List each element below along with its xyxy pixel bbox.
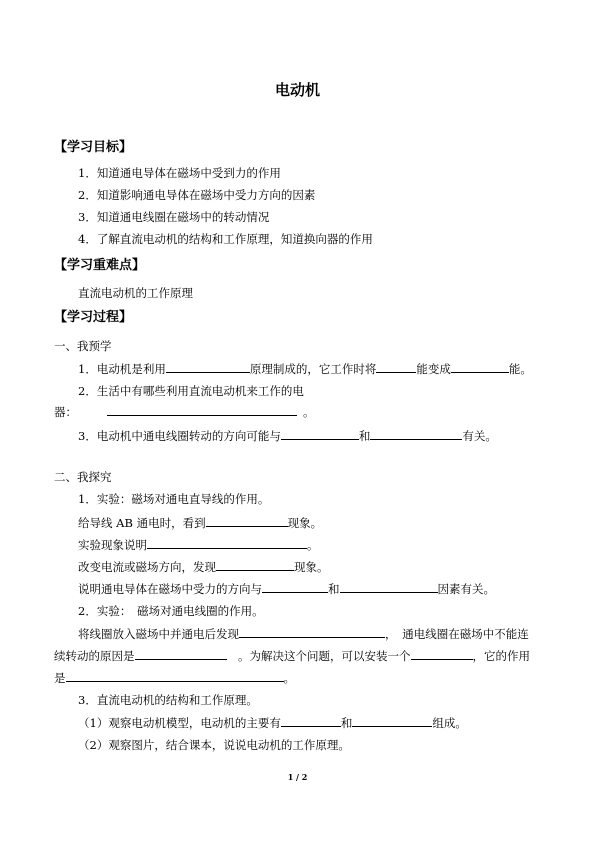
q3-text-b: 和 bbox=[358, 429, 371, 443]
q1-text-b: 原理制成的，它工作时将 bbox=[249, 362, 377, 376]
answer-blank[interactable] bbox=[166, 360, 250, 373]
answer-blank[interactable] bbox=[239, 625, 385, 638]
answer-blank[interactable] bbox=[147, 536, 307, 549]
explore-heading: 二、我探究 bbox=[54, 470, 112, 484]
e2-b-text-3: ，它的作用 bbox=[472, 649, 530, 663]
goal-item: 2．知道影响通电导体在磁场中受力方向的因素 bbox=[78, 188, 316, 202]
process-heading: 【学习过程】 bbox=[54, 310, 133, 325]
q1-text-a: 1．电动机是利用 bbox=[78, 362, 166, 376]
q1-text-c: 能变成 bbox=[416, 362, 451, 376]
q2-text-b: 器： bbox=[54, 405, 77, 419]
q1-text-d: 能。 bbox=[508, 362, 532, 376]
e3-a-text-1: （1）观察电动机模型，电动机的主要有 bbox=[78, 716, 281, 730]
answer-blank[interactable] bbox=[370, 427, 462, 440]
key-points-heading: 【学习重难点】 bbox=[54, 258, 146, 273]
experiment-1-line-a bbox=[78, 514, 322, 531]
e2-a-text-1: 将线圈放入磁场中并通电后发现 bbox=[78, 627, 239, 641]
e1-d-text-1: 说明通电导体在磁场中受力的方向与 bbox=[78, 582, 262, 596]
key-points-text: 直流电动机的工作原理 bbox=[78, 286, 193, 300]
experiment-1-line-d bbox=[78, 580, 495, 597]
e1-d-text-3: 因素有关。 bbox=[437, 582, 495, 596]
question-2-cont bbox=[54, 403, 315, 420]
experiment-2: 2．实验： 磁场对通电线圈的作用。 bbox=[78, 604, 264, 618]
experiment-1: 1．实验：磁场对通电直导线的作用。 bbox=[78, 492, 270, 506]
experiment-3: 3．直流电动机的结构和工作原理。 bbox=[78, 693, 258, 707]
e2-c-text-1: 是 bbox=[54, 671, 66, 685]
question-3 bbox=[78, 427, 497, 444]
page-title: 电动机 bbox=[274, 81, 320, 99]
page-number: 1 / 2 bbox=[287, 772, 308, 782]
answer-blank[interactable] bbox=[66, 669, 284, 682]
e1-d-text-2: 和 bbox=[328, 582, 340, 596]
experiment-3-line-a bbox=[78, 714, 467, 731]
e2-c-text-2: 。 bbox=[283, 671, 295, 685]
q2-text-c: 。 bbox=[303, 405, 315, 419]
e2-a-text-2: ， 通电线圈在磁场中不能连 bbox=[385, 627, 529, 641]
answer-blank[interactable] bbox=[281, 427, 359, 440]
experiment-2-line-a bbox=[78, 625, 529, 642]
answer-blank[interactable] bbox=[411, 647, 473, 660]
answer-blank[interactable] bbox=[216, 558, 294, 571]
e1-c-text-2: 现象。 bbox=[294, 560, 329, 574]
e2-b-text-2: 。为解决这个问题，可以安装一个 bbox=[226, 649, 411, 663]
experiment-1-line-b bbox=[78, 536, 319, 553]
answer-blank[interactable] bbox=[262, 580, 328, 593]
preview-heading: 一、我预学 bbox=[54, 339, 112, 353]
goal-item: 1．知道通电导体在磁场中受到力的作用 bbox=[78, 166, 281, 180]
answer-blank[interactable] bbox=[352, 714, 432, 727]
answer-blank[interactable] bbox=[451, 360, 509, 373]
goal-item: 4．了解直流电动机的结构和工作原理，知道换向器的作用 bbox=[78, 232, 373, 246]
answer-blank[interactable] bbox=[135, 647, 227, 660]
e3-a-text-3: 组成。 bbox=[432, 716, 467, 730]
goals-heading: 【学习目标】 bbox=[54, 140, 133, 155]
e1-a-text-2: 现象。 bbox=[287, 516, 323, 530]
experiment-3-line-b: （2）观察图片，结合课本，说说电动机的工作原理。 bbox=[78, 738, 350, 752]
answer-blank[interactable] bbox=[376, 360, 416, 373]
answer-blank[interactable] bbox=[340, 580, 438, 593]
e1-b-text-2: 。 bbox=[307, 538, 319, 552]
e3-a-text-2: 和 bbox=[340, 716, 353, 730]
answer-blank[interactable] bbox=[107, 403, 297, 416]
experiment-2-line-b bbox=[54, 647, 530, 664]
e1-c-text-1: 改变电流或磁场方向，发现 bbox=[78, 560, 216, 574]
e1-a-text-1: 给导线 AB 通电时，看到 bbox=[78, 516, 206, 530]
answer-blank[interactable] bbox=[281, 714, 341, 727]
answer-blank[interactable] bbox=[206, 514, 288, 527]
experiment-2-line-c bbox=[54, 669, 295, 686]
experiment-1-line-c bbox=[78, 558, 329, 575]
q3-text-c: 有关。 bbox=[462, 429, 497, 443]
question-1 bbox=[78, 360, 532, 377]
e2-b-text-1: 续转动的原因是 bbox=[54, 649, 135, 663]
e1-b-text-1: 实验现象说明 bbox=[78, 538, 147, 552]
question-2: 2．生活中有哪些利用直流电动机来工作的电 bbox=[78, 384, 304, 398]
q3-text-a: 3．电动机中通电线圈转动的方向可能与 bbox=[78, 429, 281, 443]
goal-item: 3．知道通电线圈在磁场中的转动情况 bbox=[78, 210, 270, 224]
